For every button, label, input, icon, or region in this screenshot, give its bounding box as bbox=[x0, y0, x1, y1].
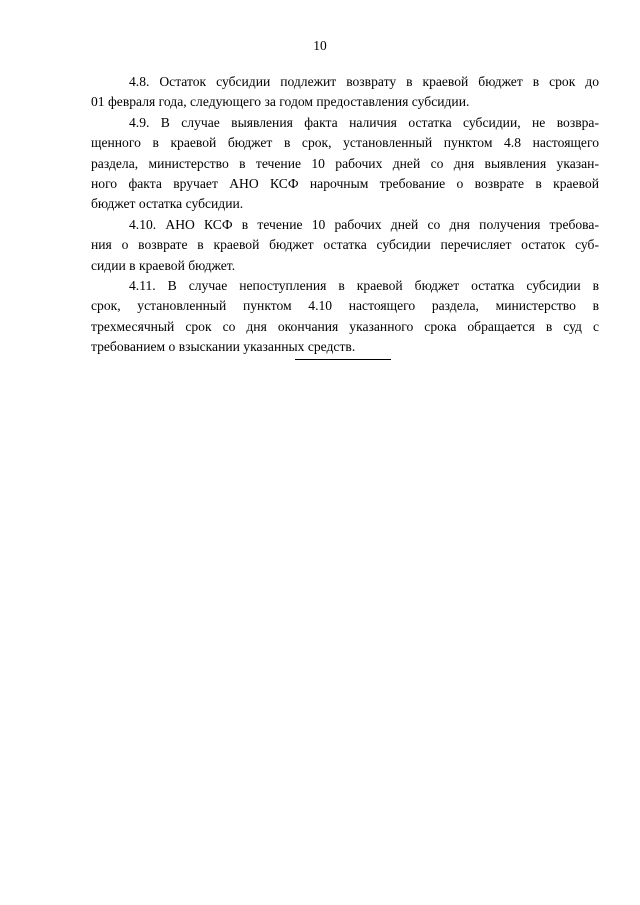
paragraph-4-9 bbox=[91, 113, 599, 215]
paragraph-line: 01 февраля года, следующего за годом предоставления субсидии. bbox=[91, 94, 470, 110]
paragraph-line: 4.11. В случае непоступления в краевой бюджет остатка субсидии в bbox=[129, 277, 599, 293]
paragraph-line: срок, установленный пунктом 4.10 настоящего раздела, министерство в bbox=[91, 298, 599, 314]
paragraph-line: 4.10. АНО КСФ в течение 10 рабочих дней со дня получения требова- bbox=[129, 216, 599, 232]
paragraph-4-11 bbox=[91, 276, 599, 358]
paragraph-line: сидии в краевой бюджет. bbox=[91, 257, 236, 273]
page-number: 10 bbox=[313, 38, 327, 53]
paragraph-line: раздела, министерство в течение 10 рабочих дней со дня выявления указан- bbox=[91, 155, 599, 171]
paragraph-4-10 bbox=[91, 215, 599, 276]
end-of-text-rule bbox=[295, 359, 391, 360]
paragraph-4-8 bbox=[91, 72, 599, 113]
paragraph-line: 4.9. В случае выявления факта наличия остатка субсидии, не возвра- bbox=[129, 114, 599, 130]
document-body bbox=[91, 72, 599, 357]
paragraph-line: трехмесячный срок со дня окончания указанного срока обращается в суд с bbox=[91, 318, 599, 334]
paragraph-line: бюджет остатка субсидии. bbox=[91, 196, 244, 212]
paragraph-line: 4.8. Остаток субсидии подлежит возврату в краевой бюджет в срок до bbox=[129, 74, 599, 89]
paragraph-line: ного факта вручает АНО КСФ нарочным требование о возврате в краевой bbox=[91, 175, 599, 191]
paragraph-line: требованием о взыскании указанных средств. bbox=[91, 339, 356, 355]
paragraph-line: ния о возврате в краевой бюджет остатка субсидии перечисляет остаток суб- bbox=[91, 237, 599, 253]
paragraph-line: щенного в краевой бюджет в срок, установленный пунктом 4.8 настоящего bbox=[91, 135, 599, 151]
